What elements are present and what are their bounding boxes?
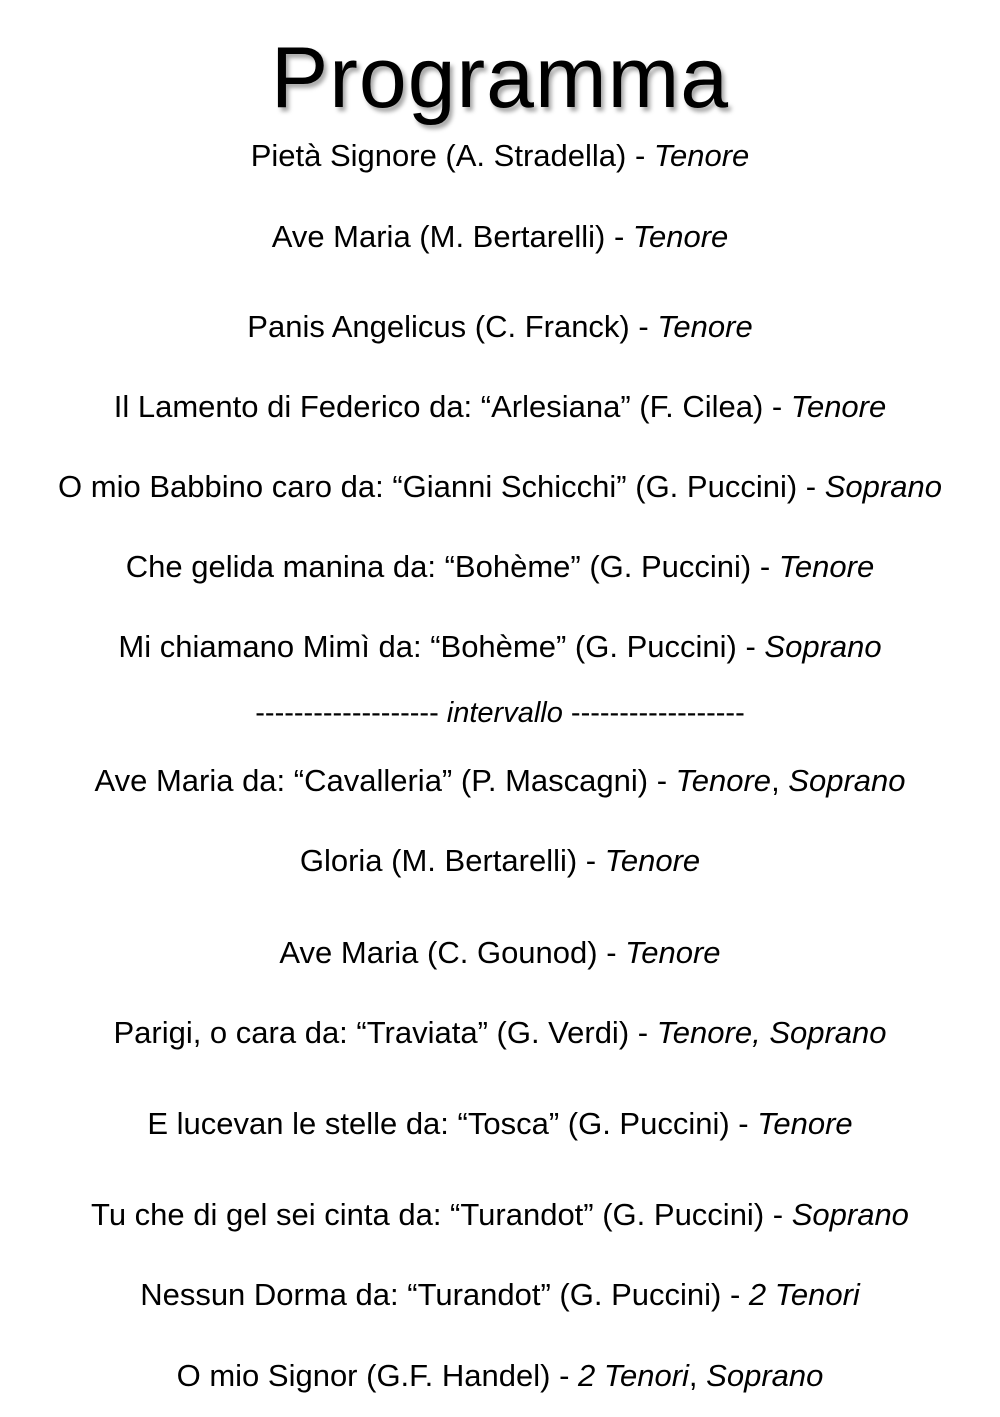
piece-title: Parigi, o cara da: “Traviata” (G. Verdi) — [113, 1015, 630, 1050]
program-item — [0, 761, 1000, 801]
program-item — [0, 1013, 1000, 1053]
piece-title: Ave Maria (C. Gounod) — [279, 935, 598, 970]
separator: - — [764, 1197, 792, 1232]
voice-label: Tenore — [675, 763, 772, 798]
intervallo-divider — [0, 693, 1000, 733]
voice-label: Tenore — [657, 309, 753, 344]
voice-label: Soprano — [788, 763, 906, 798]
voice-label: Tenore — [604, 843, 701, 878]
piece-title: Pietà Signore (A. Stradella) — [250, 138, 627, 173]
piece-title: Ave Maria (M. Bertarelli) — [271, 219, 606, 254]
program-item — [0, 467, 1000, 507]
separator: - — [763, 389, 791, 424]
voice-label: Tenore — [778, 549, 875, 584]
piece-title: O mio Signor (G.F. Handel) — [176, 1358, 551, 1393]
piece-title: Mi chiamano Mimì da: “Bohème” (G. Puccini) — [118, 629, 737, 664]
voice-label: Tenore — [632, 219, 729, 254]
piece-title: Il Lamento di Federico da: “Arlesiana” (F. Cilea) — [113, 389, 764, 424]
page-title: Programma — [270, 30, 730, 126]
program-item — [0, 387, 1000, 427]
program-item — [0, 627, 1000, 667]
piece-title: Nessun Dorma da: “Turandot” (G. Puccini) — [140, 1277, 722, 1312]
separator: - — [797, 469, 825, 504]
voice-label: 2 Tenori — [748, 1277, 860, 1312]
voice-label: Tenore — [653, 138, 750, 173]
voice-label: Tenore, Soprano — [656, 1015, 887, 1050]
program-item — [0, 841, 1000, 881]
program-item — [0, 547, 1000, 587]
voice-label: 2 Tenori — [578, 1358, 689, 1393]
program-item — [0, 136, 1000, 176]
separator: - — [597, 935, 626, 970]
separator: - — [550, 1358, 579, 1393]
voice-label: Soprano — [791, 1197, 909, 1232]
voice-label: Soprano — [824, 469, 942, 504]
separator: - — [729, 1106, 758, 1141]
voice-label: Tenore — [625, 935, 721, 970]
intervallo-label: intervallo — [446, 697, 563, 729]
program-item — [0, 933, 1000, 973]
program-item — [0, 1104, 1000, 1144]
separator: - — [721, 1277, 749, 1312]
program-item — [0, 307, 1000, 347]
separator: - — [577, 843, 605, 878]
separator: - — [648, 763, 676, 798]
program-item — [0, 1195, 1000, 1235]
voice-label: Tenore — [757, 1106, 853, 1141]
voice-label: Tenore — [790, 389, 887, 424]
separator: - — [629, 309, 658, 344]
separator: - — [629, 1015, 657, 1050]
piece-title: Tu che di gel sei cinta da: “Turandot” (G. Puccini) — [91, 1197, 765, 1232]
piece-title: Ave Maria da: “Cavalleria” (P. Mascagni) — [94, 763, 649, 798]
piece-title: Gloria (M. Bertarelli) — [299, 843, 578, 878]
separator: - — [736, 629, 765, 664]
program-item — [0, 1356, 1000, 1396]
piece-title: Panis Angelicus (C. Franck) — [247, 309, 630, 344]
piece-title: O mio Babbino caro da: “Gianni Schicchi” (G. Puccini) — [58, 469, 798, 504]
voice-label: Soprano — [706, 1358, 824, 1393]
program-item — [0, 217, 1000, 257]
voice-separator: , — [771, 763, 789, 798]
separator: - — [605, 219, 633, 254]
piece-title: E lucevan le stelle da: “Tosca” (G. Puccini) — [147, 1106, 730, 1141]
program-item — [0, 1275, 1000, 1315]
divider-dashes-right: ------------------ — [562, 697, 745, 729]
separator: - — [751, 549, 779, 584]
piece-title: Che gelida manina da: “Bohème” (G. Puccini) — [125, 549, 752, 584]
voice-separator: , — [688, 1358, 707, 1393]
divider-dashes-left: ------------------- — [255, 697, 447, 729]
separator: - — [626, 138, 654, 173]
voice-label: Soprano — [764, 629, 882, 664]
